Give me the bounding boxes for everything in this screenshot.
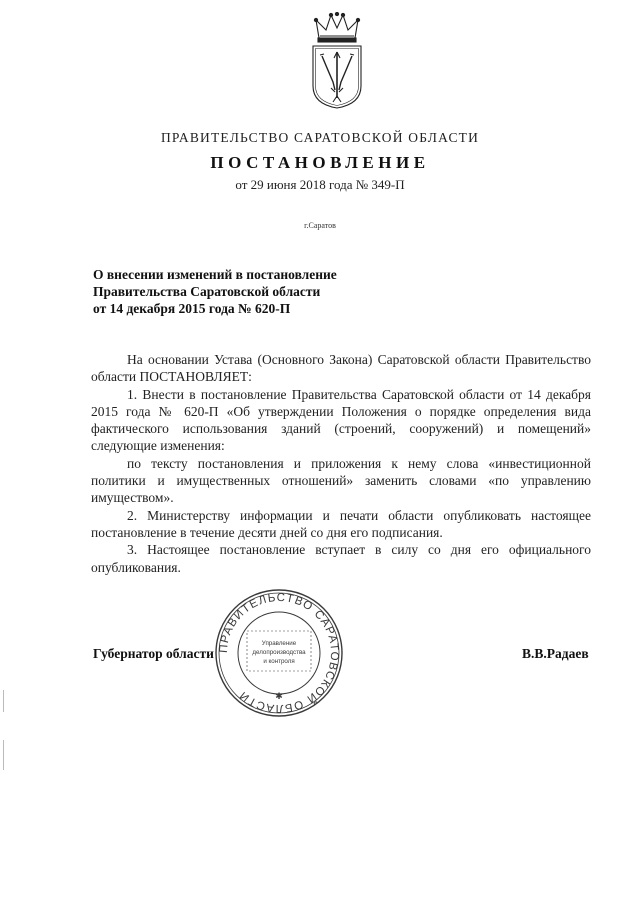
- document-date-number: от 29 июня 2018 года № 349-П: [235, 177, 405, 192]
- government-name: ПРАВИТЕЛЬСТВО САРАТОВСКОЙ ОБЛАСТИ: [160, 130, 480, 145]
- body-paragraph: по тексту постановления и приложения к нему слова «инвестиционной политики и имущественных отношений» заменить словами «по управлению имуществом».: [91, 455, 591, 506]
- document-city: г.Саратов: [304, 221, 336, 230]
- stamp-center-line: делопроизводства: [252, 649, 306, 656]
- signer-title: Губернатор области: [93, 646, 214, 661]
- subject-line: О внесении изменений в постановление: [93, 267, 337, 282]
- coat-of-arms-icon: [306, 12, 368, 110]
- subject-line: Правительства Саратовской области: [93, 284, 321, 300]
- scan-edge-mark: [3, 690, 4, 712]
- scan-edge-mark: [3, 740, 4, 770]
- body-paragraph: 1. Внести в постановление Правительства Саратовской области от 14 декабря 2015 года № 620-П «Об утверждении Положения о порядке определения вида фактического использования зданий (строений, сооружений) и помещений» следующие изменения:: [91, 386, 591, 454]
- official-stamp: [213, 587, 345, 719]
- body-paragraph: 2. Министерству информации и печати области опубликовать настоящее постановление в течение десяти дней со дня его подписания.: [91, 507, 591, 540]
- stamp-center-line: Управление: [261, 640, 297, 647]
- stamp-ring-text: ПРАВИТЕЛЬСТВО САРАТОВСКОЙ ОБЛАСТИ: [217, 591, 341, 715]
- body-paragraph: На основании Устава (Основного Закона) Саратовской области Правительство области ПОСТАНОВЛЯЕТ:: [91, 352, 591, 385]
- document-body: [91, 351, 591, 576]
- subject-line: от 14 декабря 2015 года № 620-П: [93, 301, 291, 317]
- stamp-star-icon: ✱: [275, 691, 283, 701]
- stamp-center-line: и контроля: [263, 658, 295, 665]
- document-subject: [93, 266, 413, 318]
- signer-name: В.В.Радаев: [522, 646, 589, 661]
- document-type: ПОСТАНОВЛЕНИЕ: [210, 153, 430, 172]
- body-paragraph: 3. Настоящее постановление вступает в силу со дня его официального опубликования.: [91, 542, 591, 575]
